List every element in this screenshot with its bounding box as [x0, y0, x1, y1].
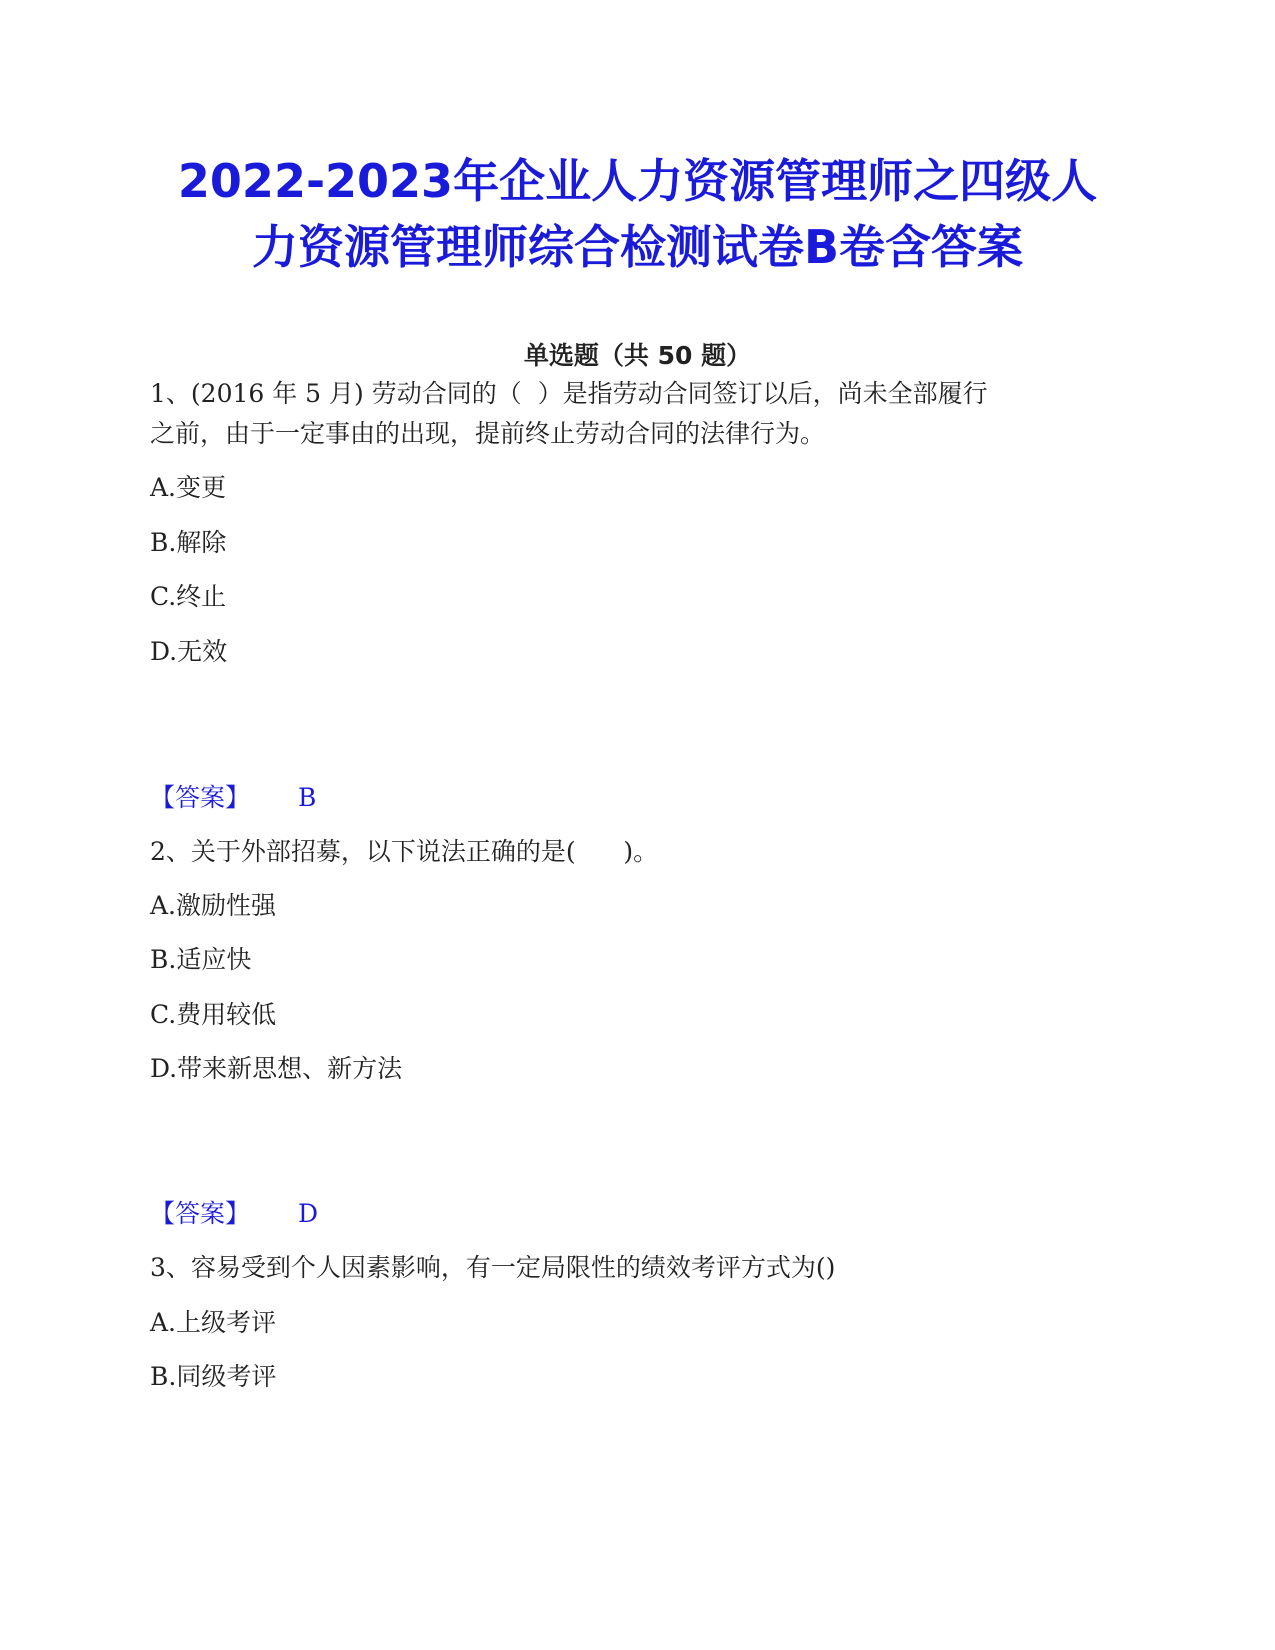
question-1-stem-line-1: 1、(2016 年 5 月) 劳动合同的（ ）是指劳动合同签订以后，尚未全部履行 — [150, 379, 988, 408]
question-2-answer — [150, 1192, 318, 1236]
question-2-option-c: C.费用较低 — [150, 1000, 277, 1029]
question-2-option-d: D.带来新思想、新方法 — [150, 1054, 403, 1083]
title-line-2: 力资源管理师综合检测试卷B卷含答案 — [251, 220, 1024, 274]
question-1-option-c: C.终止 — [150, 582, 227, 611]
document-title — [120, 148, 1155, 280]
question-1-option-a: A.变更 — [150, 473, 227, 502]
section-heading: 单选题（共 50 题） — [523, 341, 752, 370]
question-2-stem-line-1: 2、关于外部招募，以下说法正确的是( )。 — [150, 837, 659, 866]
answer-value: B — [298, 783, 317, 812]
answer-value: D — [298, 1199, 319, 1228]
question-3-stem-line-1: 3、容易受到个人因素影响，有一定局限性的绩效考评方式为() — [150, 1253, 836, 1282]
question-2-option-b: B.适应快 — [150, 945, 252, 974]
question-2-option-a: A.激励性强 — [150, 891, 277, 920]
answer-label: 【答案】 — [150, 1199, 251, 1228]
question-3-option-a: A.上级考评 — [150, 1308, 277, 1337]
question-3-option-b: B.同级考评 — [150, 1362, 277, 1391]
question-1-option-d: D.无效 — [150, 637, 228, 666]
title-line-1: 2022-2023年企业人力资源管理师之四级人 — [177, 154, 1098, 208]
answer-label: 【答案】 — [150, 783, 251, 812]
question-1-stem-line-2: 之前，由于一定事由的出现，提前终止劳动合同的法律行为。 — [150, 419, 826, 448]
question-1-option-b: B.解除 — [150, 528, 227, 557]
question-1-answer — [150, 776, 316, 820]
